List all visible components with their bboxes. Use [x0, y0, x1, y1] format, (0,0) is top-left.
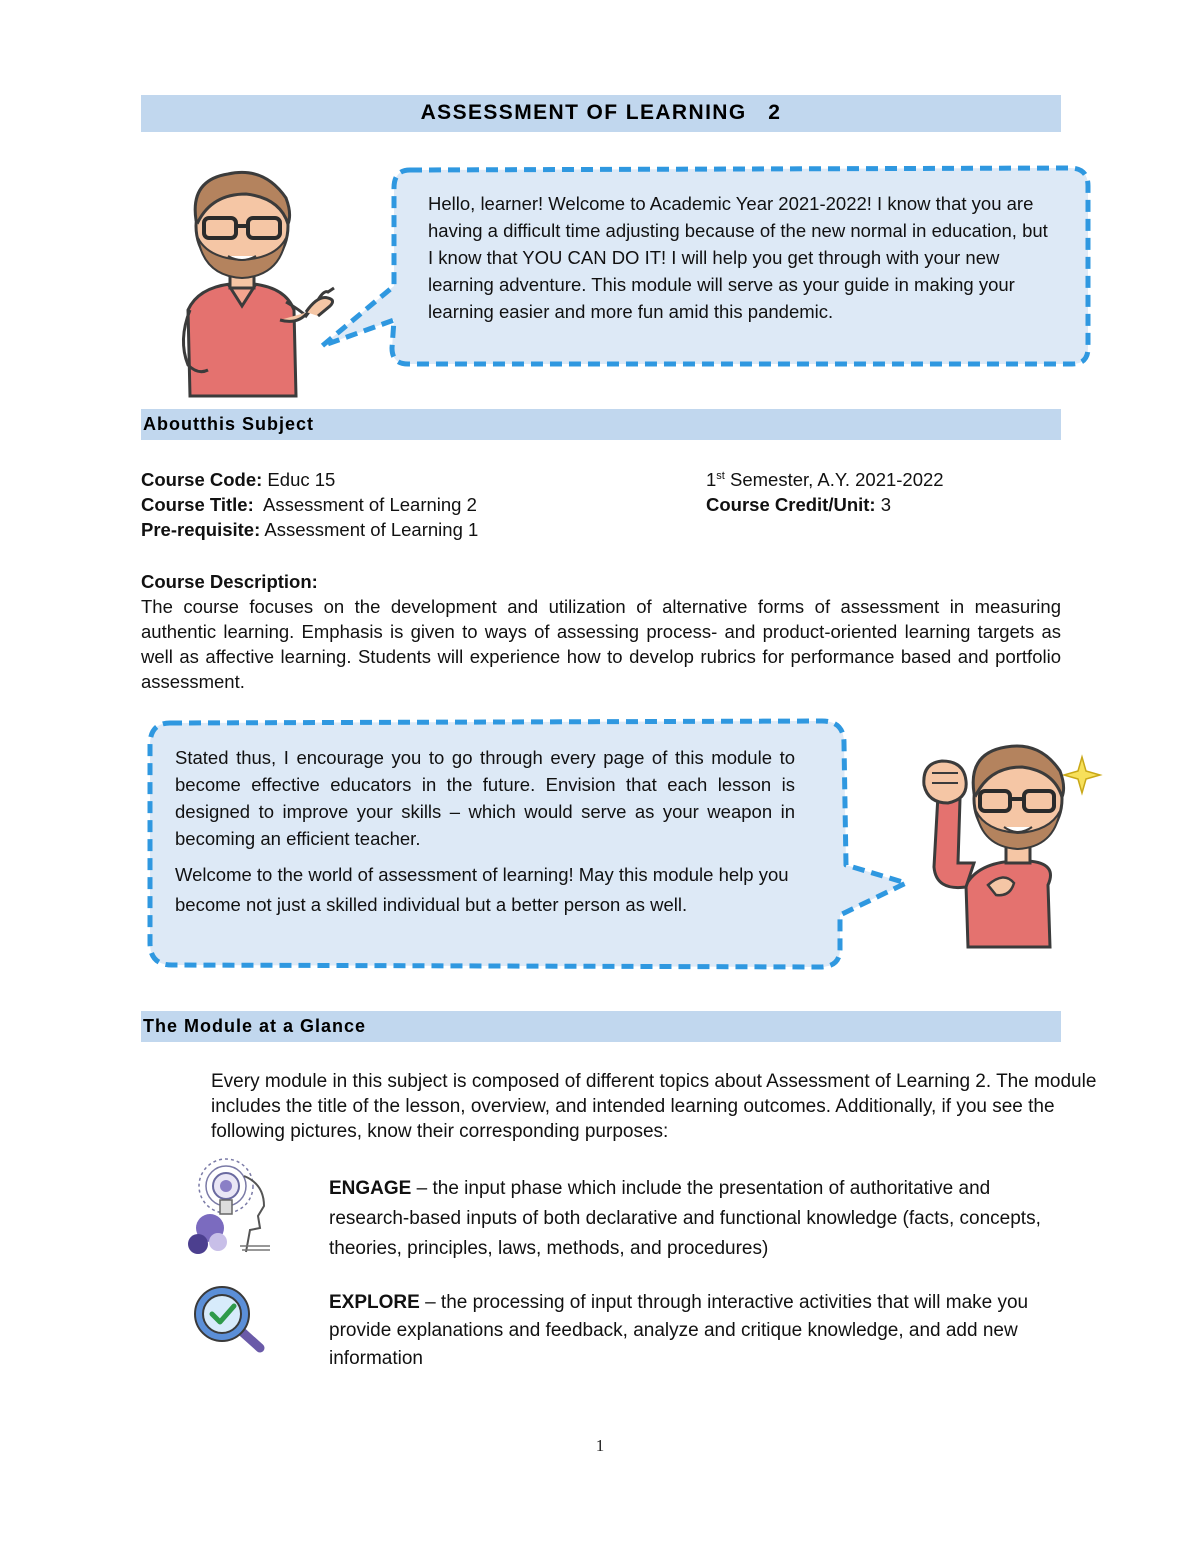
course-code-value: Educ 15 — [262, 469, 336, 490]
course-description-text: The course focuses on the development and utilization of alternative forms of assessment in measuring authentic learning. Emphasis is given to ways of assessing process- and product-oriented learning targets as well as affective learning. Students will experience how to develop rubrics for performance based and portfolio assessment. — [141, 596, 1061, 692]
course-title-value: Assessment of Learning 2 — [253, 494, 477, 515]
bubble-encourage-para1: Stated thus, I encourage you to go through every page of this module to become effective educators in the future. Envision that each lesson is designed to improve your skills – which would serve as your weapon in becoming an efficient teacher. — [175, 747, 795, 849]
explore-label: EXPLORE — [329, 1292, 420, 1313]
bubble-encourage-para2: Welcome to the world of assessment of learning! May this module help you become not just a skilled individual but a better person as well. — [175, 864, 789, 915]
about-section-band — [141, 409, 1061, 440]
bubble-welcome-text: Hello, learner! Welcome to Academic Year 2021-2022! I know that you are having a difficult time adjusting because of the new normal in education, but I know that YOU CAN DO IT! I will help you get through with your new learning adventure. This module will serve as your guide in making your learning easier and more fun amid this pandemic. — [428, 193, 1048, 322]
engage-item — [329, 1174, 1049, 1264]
glance-intro-text: Every module in this subject is composed of different topics about Assessment of Learning 2. The module includes the title of the lesson, overview, and intended learning outcomes. Additionally, if you see the following pictures, know their corresponding purposes: — [211, 1071, 1097, 1142]
page-number: 1 — [595, 1436, 605, 1455]
course-description-label: Course Description: — [141, 571, 318, 592]
course-title-line — [141, 492, 477, 517]
explore-text: – the processing of input through interactive activities that will make you provide explanations and feedback, analyze and critique knowledge, and add new information — [329, 1292, 1029, 1369]
engage-text: – the input phase which include the presentation of authoritative and research-based inputs of both declarative and functional knowledge (facts, concepts, theories, principles, laws, methods, and procedures) — [329, 1178, 1041, 1259]
prerequisite-value: Assessment of Learning 1 — [260, 519, 479, 540]
prerequisite-label: Pre-requisite: — [141, 519, 261, 540]
prerequisite-line — [141, 517, 478, 542]
semester-number: 1 — [706, 469, 717, 490]
brain-lightbulb-icon — [184, 1156, 274, 1256]
magnifier-check-icon — [188, 1284, 272, 1356]
sparkle-icon — [1064, 757, 1100, 793]
glance-section-band — [141, 1011, 1061, 1042]
course-credit-label: Course Credit/Unit: — [706, 494, 876, 515]
explore-item — [329, 1289, 1049, 1373]
semester-suffix: st — [716, 469, 725, 482]
course-code-label: Course Code: — [141, 469, 263, 490]
glance-heading: The Module at a Glance — [143, 1016, 367, 1036]
course-title-label: Course Title: — [141, 494, 254, 515]
teacher-fist-illustration — [918, 735, 1108, 950]
course-credit-line — [706, 492, 891, 517]
course-credit-value: 3 — [875, 494, 892, 515]
semester-text: Semester, A.Y. 2021-2022 — [724, 469, 944, 490]
course-code-line — [141, 467, 335, 492]
about-heading: Aboutthis Subject — [143, 414, 314, 434]
title-band — [141, 95, 1061, 132]
page-title: ASSESSMENT OF LEARNING 2 — [420, 101, 782, 124]
engage-label: ENGAGE — [329, 1178, 412, 1199]
semester-line — [706, 467, 944, 492]
